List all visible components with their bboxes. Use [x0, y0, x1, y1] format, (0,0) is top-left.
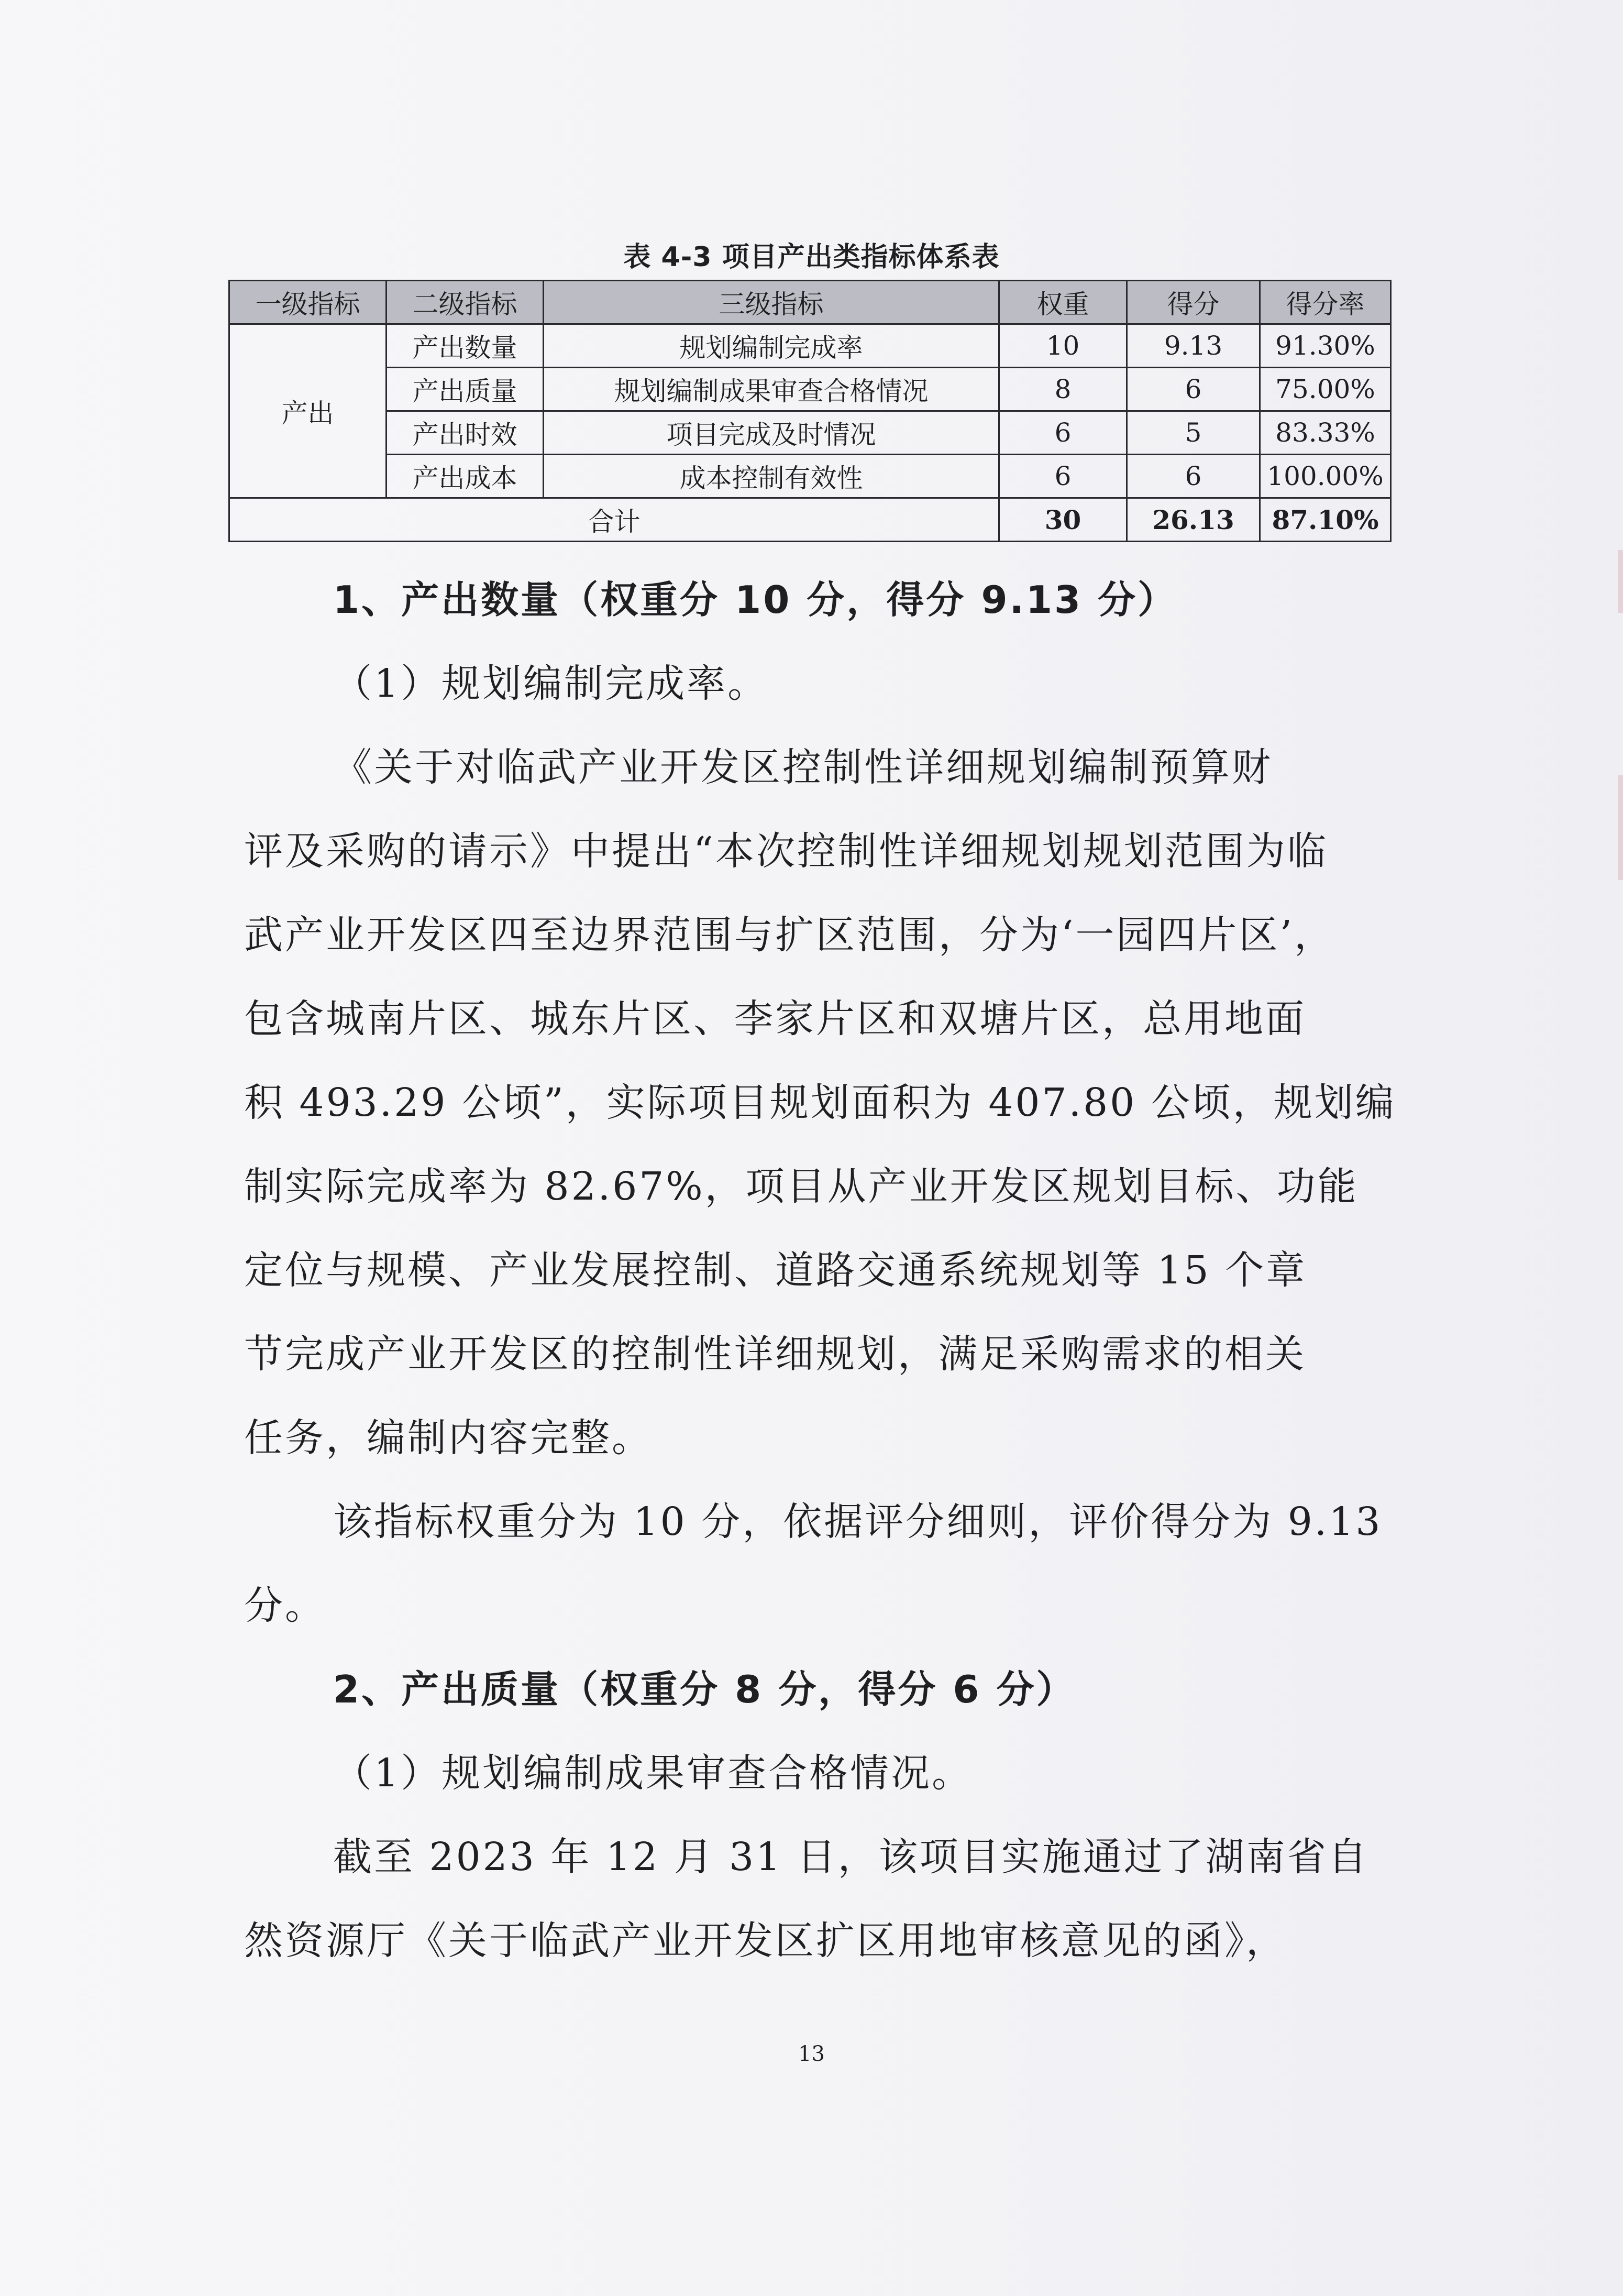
table-cell: 产出质量: [387, 368, 544, 411]
paragraph-line: 节完成产业开发区的控制性详细规划，满足采购需求的相关: [244, 1332, 1306, 1377]
table-cell: 83.33%: [1260, 411, 1391, 455]
level1-indicator-cell: 产出: [229, 324, 387, 498]
scan-edge-mark: [1618, 550, 1623, 613]
table-row: [229, 411, 1391, 455]
table-row: [229, 368, 1391, 411]
paragraph-line: 该指标权重分为 10 分，依据评分细则，评价得分为 9.13: [333, 1499, 1383, 1544]
table-caption: 表 4-3 项目产出类指标体系表: [623, 241, 1000, 273]
paragraph-line: 《关于对临武产业开发区控制性详细规划编制预算财: [333, 745, 1273, 790]
subsection-heading: （1）规划编制成果审查合格情况。: [333, 1751, 973, 1796]
paragraph-line: 任务，编制内容完整。: [244, 1415, 653, 1460]
paragraph-line: 然资源厅《关于临武产业开发区扩区用地审核意见的函》，: [244, 1918, 1287, 1963]
table-cell: 100.00%: [1260, 455, 1391, 498]
table-cell: 规划编制完成率: [544, 324, 999, 368]
column-header: 得分率: [1260, 281, 1391, 324]
subsection-heading: （1）规划编制完成率。: [333, 661, 769, 706]
table-cell: 75.00%: [1260, 368, 1391, 411]
column-header: 三级指标: [544, 281, 999, 324]
table-cell: 成本控制有效性: [544, 455, 999, 498]
scan-edge-mark: [1618, 775, 1623, 880]
table-cell: 9.13: [1127, 324, 1260, 368]
table-cell: 项目完成及时情况: [544, 411, 999, 455]
table-cell: 5: [1127, 411, 1260, 455]
table-cell: 6: [1127, 455, 1260, 498]
table-row: [229, 324, 1391, 368]
column-header: 一级指标: [229, 281, 387, 324]
column-header: 二级指标: [387, 281, 544, 324]
section-heading: 1、产出数量（权重分 10 分，得分 9.13 分）: [333, 578, 1178, 622]
table-cell: 产出数量: [387, 324, 544, 368]
table-cell: 91.30%: [1260, 324, 1391, 368]
table-cell: 6: [999, 411, 1127, 455]
table-cell: 产出成本: [387, 455, 544, 498]
total-weight: 30: [999, 498, 1127, 542]
table-cell: 10: [999, 324, 1127, 368]
paragraph-line: 截至 2023 年 12 月 31 日，该项目实施通过了湖南省自: [333, 1834, 1369, 1880]
page-number: 13: [798, 2042, 825, 2066]
section-heading: 2、产出质量（权重分 8 分，得分 6 分）: [333, 1667, 1076, 1711]
total-rate: 87.10%: [1260, 498, 1391, 542]
paragraph-line: 制实际完成率为 82.67%，项目从产业开发区规划目标、功能: [244, 1164, 1359, 1209]
paragraph-line: 包含城南片区、城东片区、李家片区和双塘片区，总用地面: [244, 996, 1306, 1041]
table-cell: 6: [1127, 368, 1260, 411]
table-total-row: [229, 498, 1391, 542]
paragraph-line: 积 493.29 公顷”，实际项目规划面积为 407.80 公顷，规划编: [244, 1080, 1396, 1125]
paragraph-line: 定位与规模、产业发展控制、道路交通系统规划等 15 个章: [244, 1248, 1307, 1293]
total-score: 26.13: [1127, 498, 1260, 542]
paragraph-line: 评及采购的请示》中提出“本次控制性详细规划规划范围为临: [244, 829, 1328, 874]
table-cell: 规划编制成果审查合格情况: [544, 368, 999, 411]
paragraph-line: 武产业开发区四至边界范围与扩区范围，分为‘一园四片区’，: [244, 913, 1335, 958]
table-header-row: [229, 281, 1391, 324]
column-header: 得分: [1127, 281, 1260, 324]
total-label: 合计: [229, 498, 999, 542]
table-cell: 6: [999, 455, 1127, 498]
paragraph-line: 分。: [244, 1583, 326, 1628]
column-header: 权重: [999, 281, 1127, 324]
table-cell: 产出时效: [387, 411, 544, 455]
indicator-table: [228, 280, 1392, 542]
table-cell: 8: [999, 368, 1127, 411]
table-row: [229, 455, 1391, 498]
